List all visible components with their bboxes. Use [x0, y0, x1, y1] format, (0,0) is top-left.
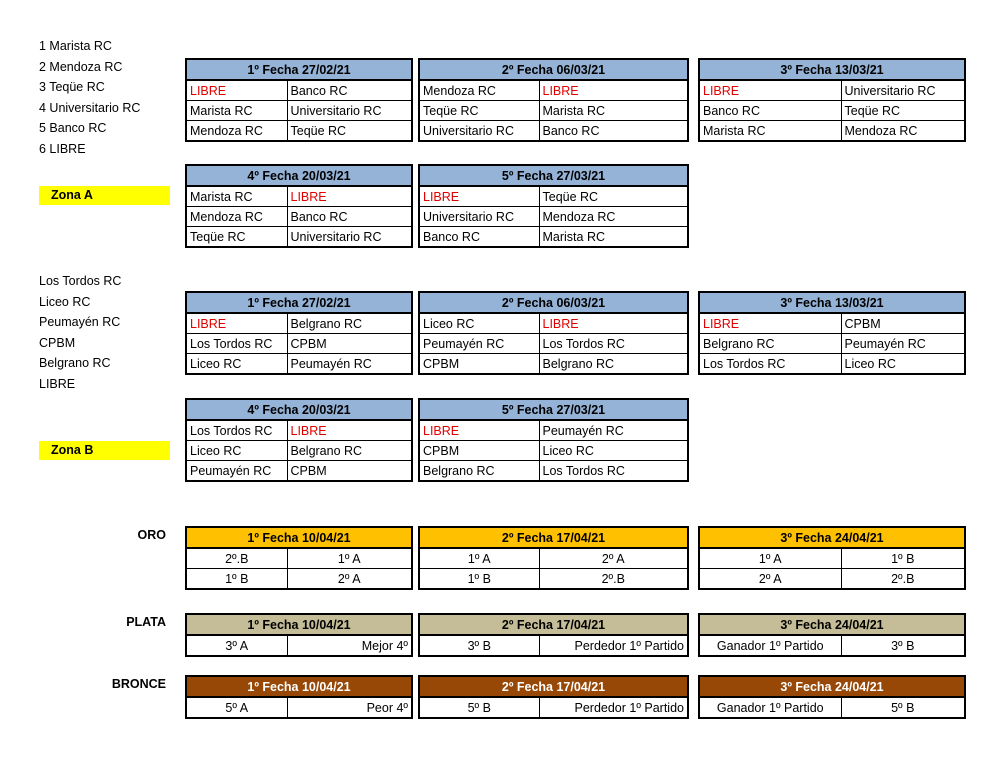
fixture-team: LIBRE: [699, 313, 841, 334]
fixture-team: 3º B: [419, 635, 539, 656]
fixture-team: 1º A: [699, 548, 841, 569]
fixture-team: Peumayén RC: [539, 420, 688, 441]
fixture-team: Belgrano RC: [287, 313, 412, 334]
fixture-team: Liceo RC: [186, 441, 287, 461]
fixture-team: Banco RC: [287, 207, 412, 227]
fixture-team: 2º.B: [539, 569, 688, 590]
zona-b-fecha-2: [418, 291, 689, 375]
fixture-team: Banco RC: [419, 227, 539, 248]
fixture-team: Marista RC: [539, 227, 688, 248]
fixture-team: 5º A: [186, 697, 287, 718]
fixture-team: Universitario RC: [419, 207, 539, 227]
zona-b-team-list: [39, 271, 121, 394]
fecha-header: 5º Fecha 27/03/21: [419, 399, 688, 420]
fixture-team: CPBM: [419, 354, 539, 375]
fixture-team: Teqüe RC: [419, 101, 539, 121]
fixture-team: Los Tordos RC: [699, 354, 841, 375]
fixture-team: LIBRE: [287, 420, 412, 441]
fecha-header: 2º Fecha 06/03/21: [419, 292, 688, 313]
plata-fecha-3: [698, 613, 966, 657]
fixture-team: 3º B: [841, 635, 965, 656]
fixture-team: 2º A: [539, 548, 688, 569]
fixture-team: 5º B: [841, 697, 965, 718]
bronce-label: BRONCE: [111, 677, 166, 691]
fixture-team: Liceo RC: [186, 354, 287, 375]
fixture-team: 2º A: [287, 569, 412, 590]
zona-a-label: Zona A: [39, 186, 170, 205]
fixture-team: Banco RC: [539, 121, 688, 142]
team-list-item: CPBM: [39, 335, 76, 350]
zona-b-fecha-5: [418, 398, 689, 482]
fixture-team: Peor 4º: [287, 697, 412, 718]
team-list-item: LIBRE: [39, 376, 76, 391]
fixture-team: Universitario RC: [287, 101, 412, 121]
fixture-team: Liceo RC: [419, 313, 539, 334]
fixture-team: Mendoza RC: [539, 207, 688, 227]
team-list-item: 3 Teqüe RC: [39, 80, 105, 94]
fecha-header: 1º Fecha 27/02/21: [186, 292, 412, 313]
fixture-team: Ganador 1º Partido: [699, 635, 841, 656]
fixture-team: Banco RC: [699, 101, 841, 121]
plata-label: PLATA: [126, 615, 166, 629]
fixture-team: Universitario RC: [841, 80, 965, 101]
zona-a-fecha-2: [418, 58, 689, 142]
zona-a-fecha-5: [418, 164, 689, 248]
fixture-team: 2º.B: [186, 548, 287, 569]
fixture-team: Belgrano RC: [419, 461, 539, 482]
fecha-header: 4º Fecha 20/03/21: [186, 165, 412, 186]
fixture-team: Liceo RC: [539, 441, 688, 461]
fixture-team: LIBRE: [539, 313, 688, 334]
fixture-team: 1º B: [419, 569, 539, 590]
fixture-team: Teqüe RC: [539, 186, 688, 207]
fixture-team: CPBM: [287, 334, 412, 354]
fixture-team: Teqüe RC: [841, 101, 965, 121]
bronce-fecha-1: [185, 675, 413, 719]
fixture-team: Marista RC: [186, 186, 287, 207]
fixture-team: Belgrano RC: [539, 354, 688, 375]
fixture-team: Teqüe RC: [287, 121, 412, 142]
zona-b-fecha-3: [698, 291, 966, 375]
fecha-header: 1º Fecha 10/04/21: [186, 527, 412, 548]
fixture-team: Peumayén RC: [841, 334, 965, 354]
fixture-team: Los Tordos RC: [539, 334, 688, 354]
fecha-header: 2º Fecha 17/04/21: [419, 527, 688, 548]
fecha-header: 3º Fecha 13/03/21: [699, 292, 965, 313]
fixture-team: Peumayén RC: [287, 354, 412, 375]
oro-fecha-3: [698, 526, 966, 590]
fixture-team: LIBRE: [539, 80, 688, 101]
fecha-header: 2º Fecha 17/04/21: [419, 614, 688, 635]
fixture-team: 1º A: [287, 548, 412, 569]
fecha-header: 1º Fecha 10/04/21: [186, 614, 412, 635]
fixture-team: 1º B: [186, 569, 287, 590]
team-list-item: 5 Banco RC: [39, 121, 107, 135]
fixture-team: Teqüe RC: [186, 227, 287, 248]
zona-a-team-list: [39, 36, 140, 159]
team-list-item: 1 Marista RC: [39, 39, 112, 53]
fixture-team: Mendoza RC: [186, 121, 287, 142]
fixture-team: LIBRE: [186, 80, 287, 101]
fixture-team: Belgrano RC: [699, 334, 841, 354]
fixture-team: Marista RC: [186, 101, 287, 121]
fixture-team: LIBRE: [699, 80, 841, 101]
oro-fecha-2: [418, 526, 689, 590]
fixture-team: Marista RC: [539, 101, 688, 121]
zona-b-fecha-1: [185, 291, 413, 375]
fixture-team: Mendoza RC: [186, 207, 287, 227]
fecha-header: 4º Fecha 20/03/21: [186, 399, 412, 420]
fixture-team: Peumayén RC: [419, 334, 539, 354]
plata-fecha-2: [418, 613, 689, 657]
zona-a-fecha-4: [185, 164, 413, 248]
fixture-team: 1º A: [419, 548, 539, 569]
fixture-team: Liceo RC: [841, 354, 965, 375]
fecha-header: 1º Fecha 27/02/21: [186, 59, 412, 80]
fixture-team: 2º A: [699, 569, 841, 590]
fixture-team: 2º.B: [841, 569, 965, 590]
fixture-team: Los Tordos RC: [186, 334, 287, 354]
fixture-team: 1º B: [841, 548, 965, 569]
fixture-team: Perdedor 1º Partido: [539, 697, 688, 718]
fixture-team: Mendoza RC: [419, 80, 539, 101]
fixture-team: Banco RC: [287, 80, 412, 101]
zona-a-fecha-1: [185, 58, 413, 142]
zona-b-label: Zona B: [39, 441, 170, 460]
zona-b-fecha-4: [185, 398, 413, 482]
zona-a-fecha-3: [698, 58, 966, 142]
fixture-team: Belgrano RC: [287, 441, 412, 461]
fixture-team: Universitario RC: [287, 227, 412, 248]
fixture-team: LIBRE: [419, 186, 539, 207]
fecha-header: 3º Fecha 24/04/21: [699, 676, 965, 697]
team-list-item: 6 LIBRE: [39, 141, 86, 156]
fecha-header: 3º Fecha 24/04/21: [699, 527, 965, 548]
fixture-team: LIBRE: [287, 186, 412, 207]
fixture-team: Universitario RC: [419, 121, 539, 142]
fecha-header: 5º Fecha 27/03/21: [419, 165, 688, 186]
fixture-team: LIBRE: [419, 420, 539, 441]
team-list-item: Belgrano RC: [39, 356, 111, 370]
team-list-item: 4 Universitario RC: [39, 100, 141, 115]
fixture-team: CPBM: [841, 313, 965, 334]
fecha-header: 2º Fecha 06/03/21: [419, 59, 688, 80]
fixture-team: CPBM: [287, 461, 412, 482]
fecha-header: 1º Fecha 10/04/21: [186, 676, 412, 697]
fixture-team: Marista RC: [699, 121, 841, 142]
fixture-team: Peumayén RC: [186, 461, 287, 482]
oro-fecha-1: [185, 526, 413, 590]
fixture-team: 5º B: [419, 697, 539, 718]
fecha-header: 3º Fecha 24/04/21: [699, 614, 965, 635]
team-list-item: Los Tordos RC: [39, 274, 122, 288]
team-list-item: Liceo RC: [39, 294, 91, 309]
oro-label: ORO: [137, 528, 166, 542]
team-list-item: 2 Mendoza RC: [39, 59, 123, 74]
fecha-header: 2º Fecha 17/04/21: [419, 676, 688, 697]
fecha-header: 3º Fecha 13/03/21: [699, 59, 965, 80]
fixture-team: 3º A: [186, 635, 287, 656]
fixture-team: Ganador 1º Partido: [699, 697, 841, 718]
fixture-team: Perdedor 1º Partido: [539, 635, 688, 656]
team-list-item: Peumayén RC: [39, 315, 121, 329]
fixture-team: Mendoza RC: [841, 121, 965, 142]
fixture-team: Los Tordos RC: [186, 420, 287, 441]
plata-fecha-1: [185, 613, 413, 657]
fixture-team: CPBM: [419, 441, 539, 461]
fixture-team: Mejor 4º: [287, 635, 412, 656]
fixture-team: LIBRE: [186, 313, 287, 334]
fixture-team: Los Tordos RC: [539, 461, 688, 482]
bronce-fecha-2: [418, 675, 689, 719]
bronce-fecha-3: [698, 675, 966, 719]
